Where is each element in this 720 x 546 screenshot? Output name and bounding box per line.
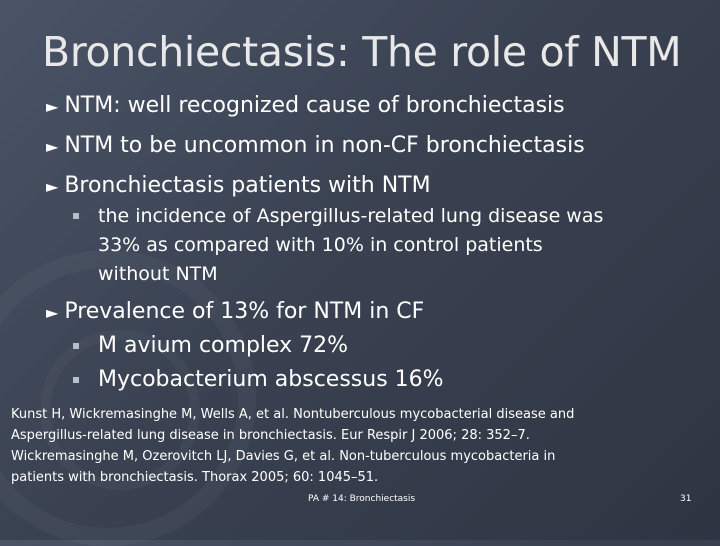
reference-line: Wickremasinghe M, Ozerovitch LJ, Davies G, et al. Non-tuberculous mycobacteria in: [11, 449, 556, 464]
triangle-bullet-icon: ►: [46, 97, 59, 116]
triangle-bullet-icon: ►: [46, 177, 59, 196]
reference-line: patients with bronchiectasis. Thorax 2005; 60: 1045–51.: [11, 470, 379, 485]
bullet-text: Bronchiectasis patients with NTM: [64, 173, 431, 198]
slide-number: 31: [680, 494, 692, 504]
square-bullet-icon: [73, 377, 79, 383]
bullet-2: [46, 131, 585, 162]
bullet-3: [46, 171, 431, 202]
sub-bullet-line-3: without NTM: [98, 263, 218, 285]
sub-bullet-mac: M avium complex 72%: [98, 333, 349, 358]
square-bullet-icon: [73, 213, 79, 219]
triangle-bullet-icon: ►: [46, 303, 59, 322]
bullet-text: NTM: well recognized cause of bronchiectasis: [64, 93, 565, 118]
slide-title: Bronchiectasis: The role of NTM: [42, 28, 682, 76]
square-bullet-icon: [73, 343, 79, 349]
references: [11, 404, 691, 488]
reference-line: Kunst H, Wickremasinghe M, Wells A, et al. Nontuberculous mycobacterial disease and: [11, 407, 575, 422]
sub-bullet-line-1: the incidence of Aspergillus-related lung disease was: [98, 205, 604, 227]
footer-label: PA # 14: Bronchiectasis: [308, 494, 416, 504]
reference-line: Aspergillus-related lung disease in bronchiectasis. Eur Respir J 2006; 28: 352–7.: [11, 428, 530, 443]
bullet-text: Prevalence of 13% for NTM in CF: [64, 299, 425, 324]
bullet-4: [46, 297, 424, 328]
triangle-bullet-icon: ►: [46, 137, 59, 156]
bullet-1: [46, 91, 565, 122]
sub-bullet-line-2: 33% as compared with 10% in control patients: [98, 234, 543, 256]
sub-bullet-abscessus: Mycobacterium abscessus 16%: [98, 367, 444, 392]
bullet-text: NTM to be uncommon in non-CF bronchiectasis: [64, 133, 585, 158]
